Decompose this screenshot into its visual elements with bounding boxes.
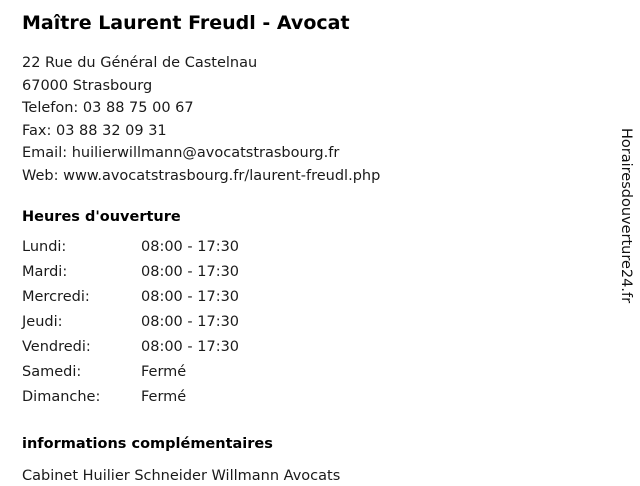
hours-day-label: Dimanche: (22, 389, 101, 405)
table-row (22, 264, 239, 289)
opening-hours-heading: Heures d'ouverture (22, 209, 181, 225)
address-line-fax: Fax: 03 88 32 09 31 (22, 122, 167, 139)
hours-day-label: Samedi: (22, 364, 82, 380)
additional-info-heading: informations complémentaires (22, 436, 273, 452)
opening-hours-table (22, 239, 239, 414)
hours-time-value: Fermé (141, 364, 187, 380)
hours-day-label: Mercredi: (22, 289, 90, 305)
hours-day-label: Lundi: (22, 239, 67, 255)
hours-time-value: 08:00 - 17:30 (141, 264, 240, 280)
table-row (22, 364, 239, 389)
table-row (22, 289, 239, 314)
main-content (22, 10, 592, 486)
table-row (22, 389, 239, 414)
hours-time-value: 08:00 - 17:30 (141, 339, 240, 355)
address-line-phone: Telefon: 03 88 75 00 67 (22, 100, 194, 116)
table-row (22, 339, 239, 364)
hours-time-value: 08:00 - 17:30 (141, 239, 240, 255)
address-line-street: 22 Rue du Général de Castelnau (22, 55, 258, 71)
address-line-email: Email: huilierwillmann@avocatstrasbourg.fr (22, 145, 340, 161)
page-title: Maître Laurent Freudl - Avocat (22, 12, 350, 34)
hours-day-label: Jeudi: (22, 314, 63, 330)
additional-info-text: Cabinet Huilier Schneider Willmann Avocats (22, 468, 341, 484)
address-block (22, 52, 592, 187)
table-row (22, 314, 239, 339)
watermark-brand: Horairesdouverture24.fr (618, 128, 634, 304)
hours-day-label: Mardi: (22, 264, 68, 280)
address-line-city: 67000 Strasbourg (22, 77, 153, 94)
hours-time-value: 08:00 - 17:30 (141, 314, 240, 330)
hours-day-label: Vendredi: (22, 339, 91, 355)
hours-time-value: 08:00 - 17:30 (141, 289, 240, 305)
table-row (22, 239, 239, 264)
hours-time-value: Fermé (141, 389, 187, 405)
address-line-web: Web: www.avocatstrasbourg.fr/laurent-freudl.php (22, 167, 381, 184)
